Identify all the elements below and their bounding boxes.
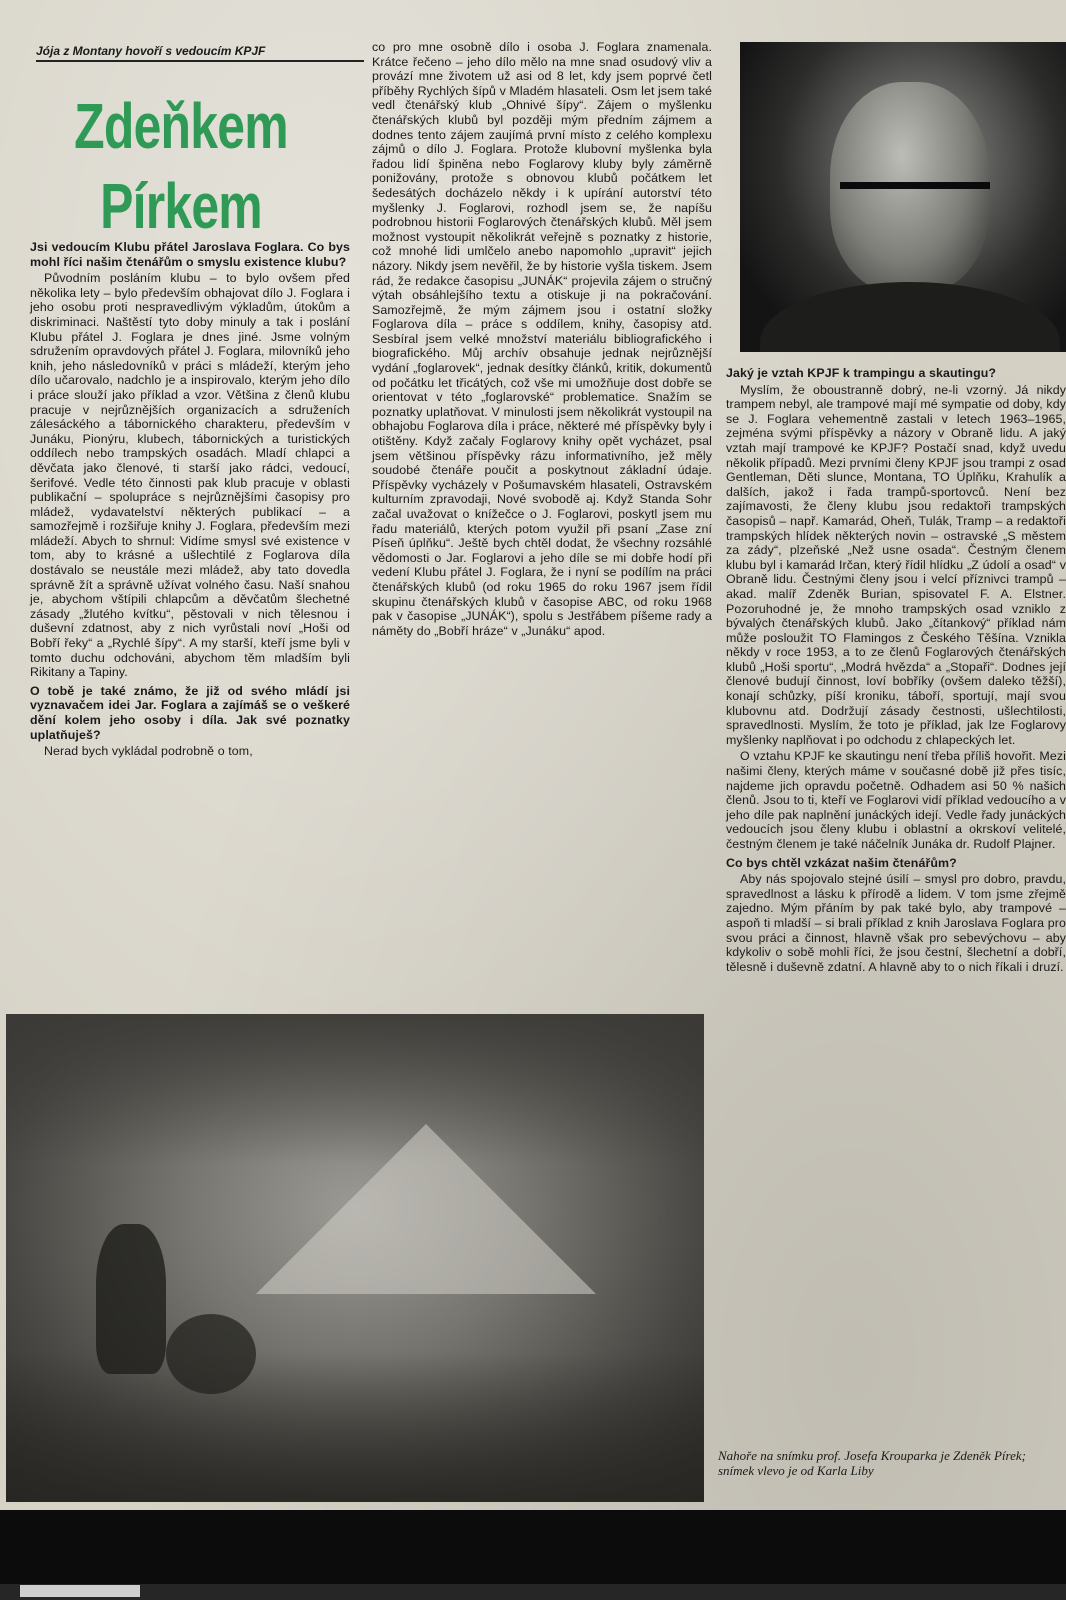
question-3: Jaký je vztah KPJF k trampingu a skautingu? [726, 366, 997, 380]
question-1: Jsi vedoucím Klubu přátel Jaroslava Foglara. Co bys mohl říci našim čtenářům o smyslu existence klubu? [30, 240, 350, 269]
answer-1: Původním posláním klubu – to bylo ovšem před několika lety – bylo především obhajovat dílo J. Foglara i jeho osobu proti nespravedlivým výkladům, útokům a diskriminaci. Naštěstí tyto doby minuly a tak i poslání Klubu přátel J. Foglara je dnes jiné. Jsme volným sdružením opravdových přátel J. Foglara, milovníků jeho knih, jeho následovníků v práci s mládeží, kterým jeho dílo učarovalo, nadchlo je a inspirovalo, kterým jeho dílo i práce slouží jako příklad a vzor. Většina z členů klubu pracuje v nejrůznějších organizacích a sdruženích zálesáckého a tábornického charakteru, především v Junáku, Pionýru, klubech, tábornických a turistických oddílech nebo trampských osadách. Mladí chlapci a děvčata jako členové, ti starší jako rádci, vedoucí, šerifové. Vedle této činnosti pak klub pracuje v oblasti publikační – spolupráce s nejrůznějšími časopisy pro mládež, vydavatelství některých publikací – a samozřejmě i rozšiřuje knihy J. Foglara, především mezi mládeží. Abych to shrnul: Vidíme smysl své existence v tom, aby to krásné a ušlechtilé z Foglarova díla dostávalo se neustále mezi mládež, aby tato dovedla správně žít a správně užívat volného času. Naší snahou je, abychom vštípili chlapcům a děvčatům šlechetné zásady „žlutého kvítku“, pěstovali v nich tělesnou i duševní zdatnost, aby z nich vyrůstali noví „Hoši od Bobří řeky“ a „Rychlé šípy“. A my starší, kteří jsme byli v tomto duchu odchováni, abychom těm mladším byli Rikitany a Tapiny. [30, 271, 350, 680]
portrait-glasses [840, 182, 990, 229]
portrait-photo [740, 42, 1066, 352]
question-4: Co bys chtěl vzkázat našim čtenářům? [726, 855, 957, 870]
question-2: O tobě je také známo, že již od svého mládí jsi vyznavačem idei Jar. Foglara a zajímáš se o veškeré dění kolem jeho osoby i díla. Jak své poznatky uplatňuješ? [30, 683, 350, 742]
camp-tent [256, 1124, 596, 1294]
title-line-1: Zdeňkem [74, 90, 288, 162]
answer-2-continued: co pro mne osobně dílo i osoba J. Foglara znamenala. Krátce řečeno – jeho dílo mělo na mne snad osudový vliv a provází mne životem už asi od 8 let, kdy jsem poprvé četl příběhy Rychlých šípů v Mladém hlasateli. Osm let jsem také vedl čtenářský klub „Ohnivé šípy“. Zájem o myšlenku čtenářských klubů byl později mým předním zájmem a dodnes tento zájem zaujímá první místo z celého komplexu zájmů o dílo J. Foglara. Protože klubovní myšlenka byla řadou lidí špiněna nebo Foglarovy kluby byly záměrně ponižovány, protože s obnovou klubů počátkem let šedesátých docházelo někdy i k upírání autorství této myšlenky J. Foglarovi, rozhodl jsem se, že napíšu podrobnou historii Foglarových čtenářských klubů. Měl jsem možnost vystoupit několikrát veřejně s poznatky z historie, což mnohé lidi umlčelo anebo napomohlo „upravit“ jejich názory. Nikdy jsem nevěřil, že by historie vyšla tiskem. Jsem rád, že redakce časopisu „JUNÁK“ projevila zájem o stručný výtah obsáhlejšího textu a otiskuje ji na pokračování. Samozřejmě, že mým zájmem jsou i ostatní složky Foglarova díla – práce s oddílem, knihy, časopisy atd. Sesbíral jsem velké množství materiálu bibliografického i biografického. Můj archív obsahuje jednak nejrůznější vydání „foglarovek“, jednak desítky článků, kritik, dokumentů od počátku let třicátých, což vše mi umožňuje dost dobře se orientovat v této „foglarovské“ problematice. Snažím se poznatky uplatňovat. V minulosti jsem několikrát vystoupil na obhajobu Foglarova díla i práce, některé mé příspěvky byly i otištěny. Když začaly Foglarovy knihy opět vycházet, psal jsem většinou příspěvky rázu informativního, jež měly soudobé čtenáře poučit a poskytnout základní údaje. Příspěvky vycházely v Pošumavském hlasateli, Ostravském kulturním zpravodaji, Nové svobodě aj. Když Standa Sohr začal uvažovat o knížečce o J. Foglarovi, poskytl jsem mu řadu materiálů, kterých potom využil při psaní „Zase zní Píseň úplňku“. Ještě bych chtěl dodat, že všechny rozsáhlé vědomosti o Jar. Foglarovi a jeho díle se mi dobře hodí při vedení Klubu přátel J. Foglara, že i nyní se podílím na práci čtenářských klubů (od roku 1965 do roku 1967 jsem řídil skupinu čtenářských klubů v časopise ABC, od roku 1968 pak v časopise „JUNÁK“), spolu s Jestřábem píšeme rady a náměty do „Bobří hráze“ v „Junáku“ apod. [372, 40, 712, 638]
column-1 [30, 236, 350, 761]
photo-caption: Nahoře na snímku prof. Josefa Krouparka je Zdeněk Pírek; snímek vlevo je od Karla Liby [718, 1448, 1026, 1478]
portrait-body [760, 282, 1060, 352]
column-2 [372, 40, 712, 640]
article-kicker: Jója z Montany hovoří s vedoucím KPJF [36, 44, 364, 62]
answer-4: Aby nás spojovalo stejné úsilí – smysl pro dobro, pravdu, spravedlnost a lásku k přírodě a lidem. V tom jsme zřejmě zajedno. Mým přáním by pak také bylo, aby trampové – aspoň ti mladší – si brali příklad z knih Jaroslava Foglara pro svou práci a činnost, hlavně však pro sebevýchovu – aby kdykoliv o sobě mohli říci, že jsou čestní, šlechetní a dobří, tělesně i duševně zdatní. A hlavně aby to o nich říkali i druzí. [726, 872, 1066, 974]
column-3 [726, 362, 1066, 976]
camp-photo [6, 1014, 704, 1502]
article-title [68, 86, 294, 246]
answer-2-start: Nerad bych vykládal podrobně o tom, [44, 744, 253, 759]
background-paper-edge [20, 1585, 140, 1597]
camp-ground [6, 1352, 704, 1502]
answer-3b: O vztahu KPJF ke skautingu není třeba příliš hovořit. Mezi našimi členy, kterých máme v současné době již přes tisíc, najdeme jich opravdu početně. Odhadem asi 50 % našich členů. Jsou to ti, kteří ve Foglarovi vidí příklad vedoucího a v jeho díle pak naplnění junáckých idejí. Vedle řady junáckých vedoucích jsou členy klubu i oblastní a okrskoví velitelé, čestným členem je také náčelník Junáka dr. Rudolf Plajner. [726, 749, 1066, 851]
title-line-2: Pírkem [100, 170, 262, 242]
background-strip [0, 1584, 1066, 1600]
answer-3: Myslím, že oboustranně dobrý, ne-li vzorný. Já nikdy trampem nebyl, ale trampové mají mé sympatie od doby, kdy se J. Foglara vehementně zastali v letech 1963–1965, zejména svými příspěvky a názory v Obraně lidu. A jaký vztah mají trampové ke KPJF? Postačí snad, když uvedu několik případů. Mezi prvními členy KPJF jsou trampi z osad Gentleman, Děti slunce, Montana, TO Úplňku, Krahulík a dalších, jakož i řada trampů-sportovců. Není bez zajímavosti, že členy klubu jsou redaktoři trampských časopisů – např. Kamarád, Oheň, Tulák, Tramp – a redaktoři trampských hlídek některých novin – ostravské „S městem za zády“, plzeňské „Než usne osada“. Čestným členem klubu byl i kamarád Irčan, který řídil hlídku „Z údolí a osad“ v Obraně lidu. Čestnými členy jsou i velcí příznivci trampů – akad. malíř Zdeněk Burian, spisovatel F. A. Elstner. Pozoruhodné je, že mnoho trampských osad vzniklo z bývalých čtenářských klubů. Jako „čítankový“ příklad nám může posloužit TO Flamingos z Českého Těšína. Vznikla někdy v roce 1953, a to ze členů Foglarových čtenářských klubů „Hoši sportu“, „Modrá hvězda“ a „Stopaři“. Dodnes její členové budují činnost, loví bobříky (ovšem daleko těžší), konají schůzky, píší kroniku, táboří, sportují, mají svou klubovnu atd. Dodržují zásady čestnosti, ušlechtilosti, spravedlnosti. Myslím, že toto je příklad, jak lze Foglarovy myšlenky naplňovat i po odchodu z chlapeckých let. [726, 382, 1066, 747]
